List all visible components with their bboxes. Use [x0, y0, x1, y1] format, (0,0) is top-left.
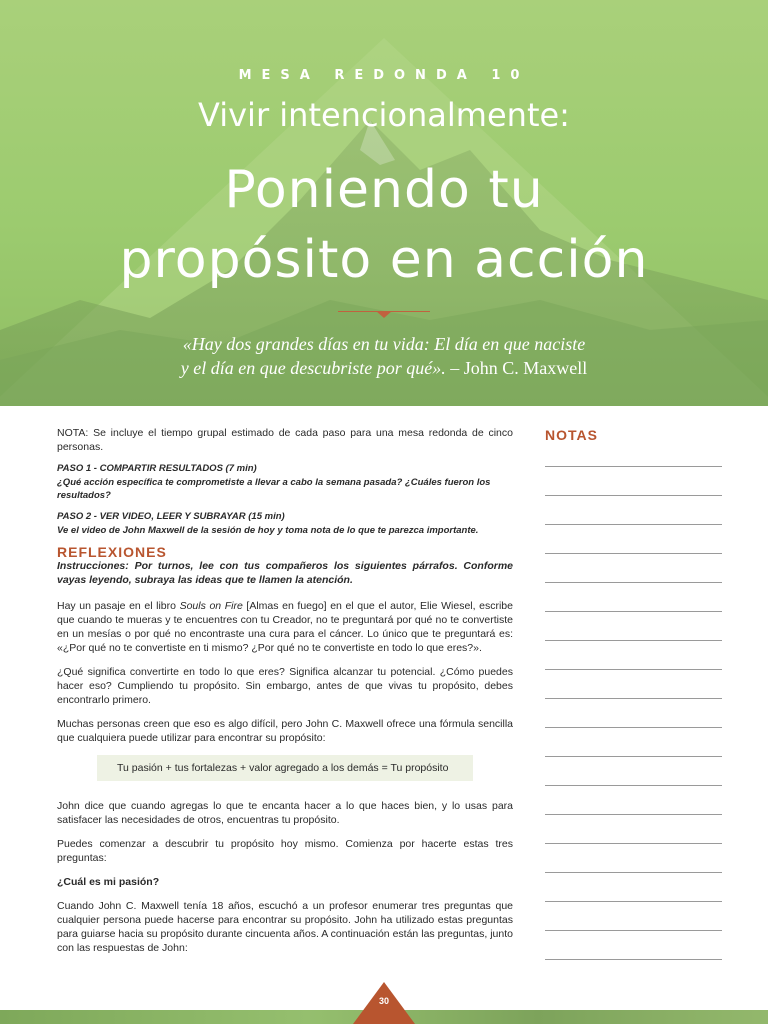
paragraph-4: John dice que cuando agregas lo que te encanta hacer a lo que haces bien, y lo usas para satisfacer las necesidades de otros, encuentras tu propósito. — [57, 800, 513, 826]
title-line-2: propósito en acción — [119, 230, 649, 290]
instructions-text: Instrucciones: Por turnos, lee con tus compañeros los siguientes párrafos. Conforme vayas leyendo, subraya las ideas que te llamen la atención. — [57, 560, 513, 586]
paragraph-1-end: [Almas en fuego] en el que el autor, Elie Wiesel, escribe que cuando te mueras y te encuentres con tu Creador, no te preguntará por qué no te convertiste en un mesías o por qué no encontraste una cura para el cáncer. Lo único que te preguntará es: «¿Por qué no te convertiste en ti mismo? ¿Por qué no te convertiste en todo lo que eres?». — [57, 600, 513, 654]
note-line — [545, 698, 722, 699]
note-line — [545, 611, 722, 612]
note-line — [545, 524, 722, 525]
divider-arrow-icon — [376, 311, 392, 318]
book-title: Souls on Fire — [179, 600, 243, 612]
note-line — [545, 640, 722, 641]
paragraph-5: Puedes comenzar a descubrir tu propósito hoy mismo. Comienza por hacerte estas tres preguntas: — [57, 838, 513, 864]
hero-banner — [0, 0, 768, 406]
paragraph-3: Muchas personas creen que eso es algo difícil, pero John C. Maxwell ofrece una fórmula sencilla que cualquiera puede utilizar para encontrar su propósito: — [57, 718, 513, 744]
page-number: 30 — [378, 996, 389, 1006]
page-title — [0, 155, 768, 295]
paragraph-1-start: Hay un pasaje en el libro — [57, 600, 180, 612]
note-line — [545, 466, 722, 467]
session-kicker: MESA REDONDA 10 — [238, 68, 530, 83]
note-line — [545, 756, 722, 757]
formula-box: Tu pasión + tus fortalezas + valor agregado a los demás = Tu propósito — [97, 755, 473, 781]
quote-author: – John C. Maxwell — [445, 358, 588, 378]
step2-text: Ve el video de John Maxwell de la sesión de hoy y toma nota de lo que te parezca importante. — [57, 525, 479, 536]
page-subtitle: Vivir intencionalmente: — [198, 96, 570, 134]
step1-title: PASO 1 - COMPARTIR RESULTADOS (7 min) — [57, 463, 257, 474]
paragraph-6: Cuando John C. Maxwell tenía 18 años, escuchó a un profesor enumerar tres preguntas que cualquier persona puede hacerse para encontrar su propósito. John ha utilizado estas preguntas para guiarse hacia su propósito durante cincuenta años. A continuación están las preguntas, junto con las respuestas de John: — [57, 900, 513, 954]
question-heading: ¿Cuál es mi pasión? — [57, 876, 160, 888]
step1-text: ¿Qué acción específica te comprometiste a llevar a cabo la semana pasada? ¿Cuáles fueron los resultados? — [57, 477, 491, 501]
note-line — [545, 872, 722, 873]
note-line — [545, 495, 722, 496]
reflexiones-heading: REFLEXIONES — [57, 544, 167, 560]
note-line — [545, 901, 722, 902]
notes-heading: NOTAS — [545, 427, 598, 443]
step2-title: PASO 2 - VER VIDEO, LEER Y SUBRAYAR (15 min) — [57, 511, 285, 522]
note-line — [545, 843, 722, 844]
quote-line-1: «Hay dos grandes días en tu vida: El día en que naciste — [182, 334, 586, 354]
nota-text: NOTA: Se incluye el tiempo grupal estimado de cada paso para una mesa redonda de cinco personas. — [57, 427, 513, 453]
note-line — [545, 930, 722, 931]
note-line — [545, 669, 722, 670]
main-content — [57, 426, 513, 965]
quote-line-2: y el día en que descubriste por qué». — [180, 358, 446, 378]
paragraph-1 — [57, 599, 513, 655]
note-line — [545, 959, 722, 960]
note-line — [545, 553, 722, 554]
quote — [0, 332, 768, 380]
note-line — [545, 785, 722, 786]
note-line — [545, 814, 722, 815]
note-line — [545, 582, 722, 583]
note-line — [545, 727, 722, 728]
title-line-1: Poniendo tu — [224, 160, 544, 220]
paragraph-2: ¿Qué significa convertirte en todo lo que eres? Significa alcanzar tu potencial. ¿Cómo puedes hacer eso? Cumpliendo tu propósito. Sin embargo, antes de que vivas tu propósito, debes encontrarlo primero. — [57, 666, 513, 706]
